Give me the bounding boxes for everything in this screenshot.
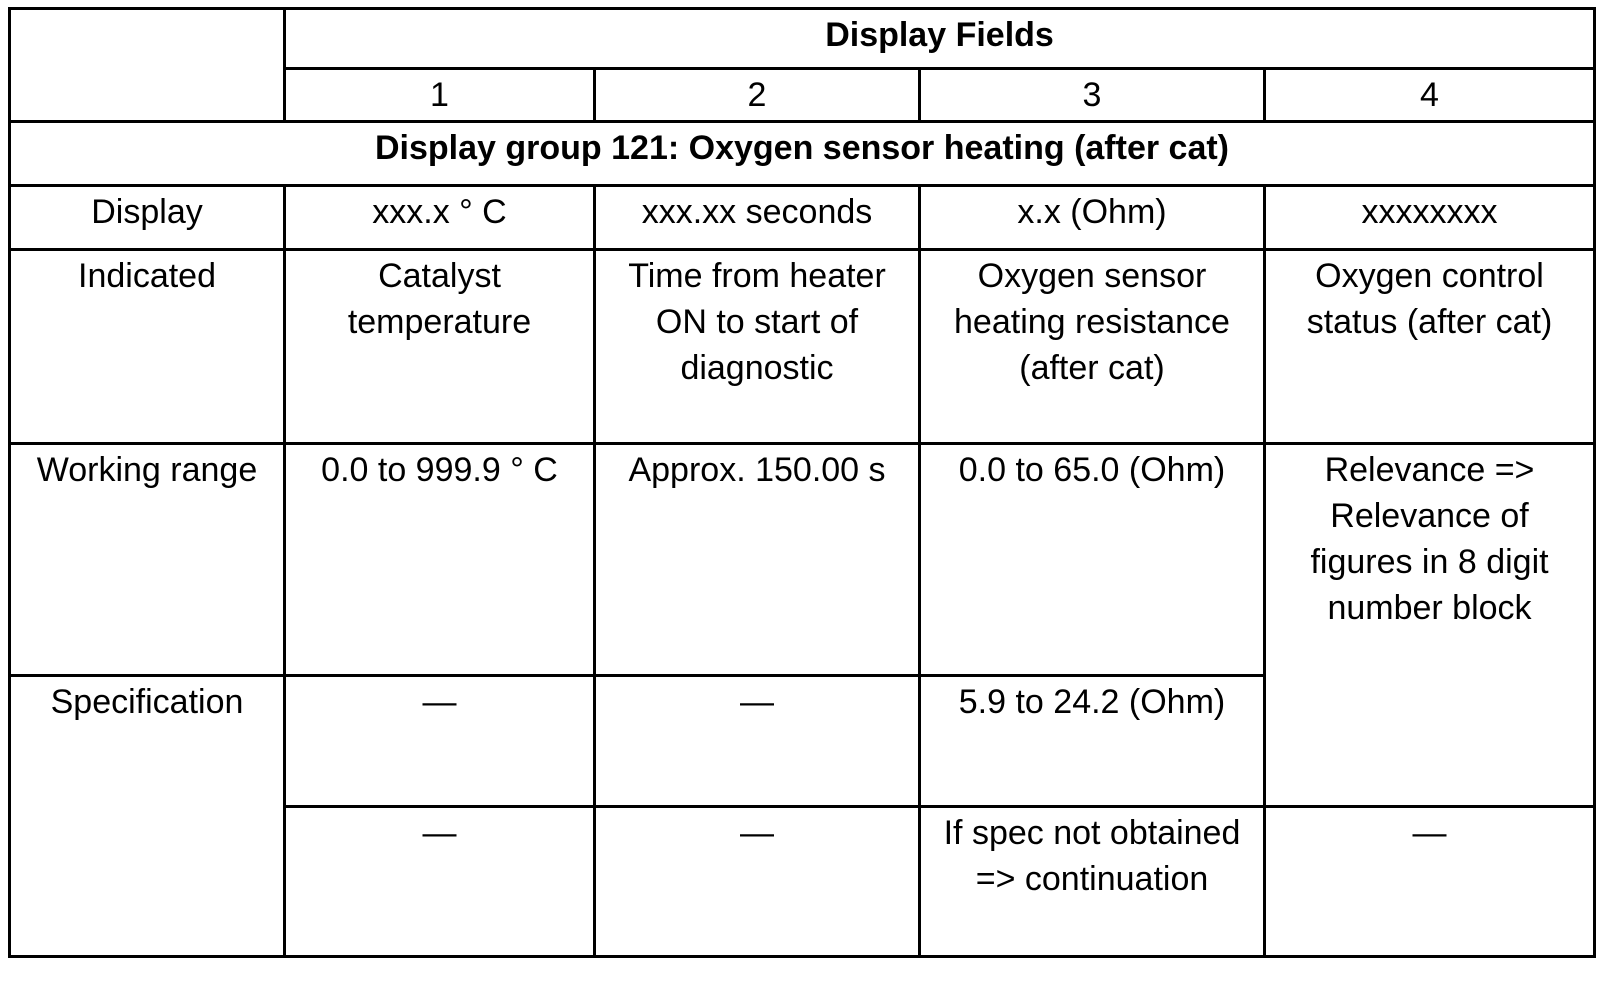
working-range-cell-1: 0.0 to 999.9 ° C <box>285 444 595 676</box>
continuation-cell-2: — <box>595 807 920 957</box>
column-number-4: 4 <box>1265 69 1595 122</box>
specification-cell-1: — <box>285 676 595 807</box>
row-label-display: Display <box>10 186 285 250</box>
working-range-cell-2: Approx. 150.00 s <box>595 444 920 676</box>
table-row-display <box>10 186 1595 250</box>
continuation-cell-1: — <box>285 807 595 957</box>
display-cell-4: xxxxxxxx <box>1265 186 1595 250</box>
header-row <box>10 9 1595 69</box>
specification-cell-2: — <box>595 676 920 807</box>
indicated-cell-3: Oxygen sensor heating resistance (after cat) <box>920 250 1265 444</box>
display-group-table <box>8 7 1596 958</box>
continuation-cell-3: If spec not obtained => continuation <box>920 807 1265 957</box>
row-label-working-range: Working range <box>10 444 285 676</box>
display-group-title: Display group 121: Oxygen sensor heating (after cat) <box>10 122 1595 186</box>
column-number-2: 2 <box>595 69 920 122</box>
specification-cell-3: 5.9 to 24.2 (Ohm) <box>920 676 1265 807</box>
display-fields-title: Display Fields <box>285 9 1595 69</box>
indicated-cell-1: Catalyst temperature <box>285 250 595 444</box>
working-range-cell-4: Relevance => Relevance of figures in 8 digit number block <box>1265 444 1595 807</box>
continuation-cell-4: — <box>1265 807 1595 957</box>
display-cell-1: xxx.x ° C <box>285 186 595 250</box>
row-label-specification: Specification <box>10 676 285 957</box>
working-range-cell-3: 0.0 to 65.0 (Ohm) <box>920 444 1265 676</box>
indicated-cell-4: Oxygen control status (after cat) <box>1265 250 1595 444</box>
table-row-working-range <box>10 444 1595 676</box>
corner-cell <box>10 9 285 122</box>
display-cell-3: x.x (Ohm) <box>920 186 1265 250</box>
row-label-indicated: Indicated <box>10 250 285 444</box>
indicated-cell-2: Time from heater ON to start of diagnostic <box>595 250 920 444</box>
group-row <box>10 122 1595 186</box>
display-cell-2: xxx.xx seconds <box>595 186 920 250</box>
column-number-3: 3 <box>920 69 1265 122</box>
column-number-1: 1 <box>285 69 595 122</box>
table-row-indicated <box>10 250 1595 444</box>
